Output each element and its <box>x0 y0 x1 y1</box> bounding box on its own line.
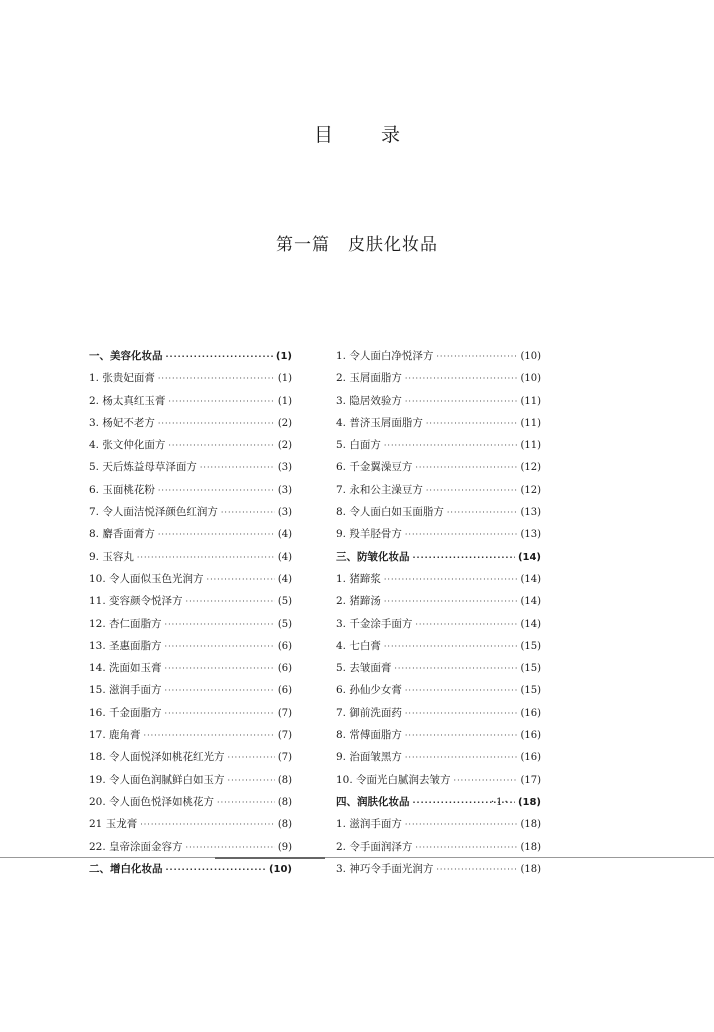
toc-entry-page: (15) <box>520 685 541 697</box>
toc-entry-page: (9) <box>277 841 292 853</box>
leader-dots <box>384 636 518 658</box>
toc-entry-page: (15) <box>520 640 541 652</box>
toc-entry-page: (1) <box>277 395 292 407</box>
leader-dots <box>384 591 518 613</box>
toc-entry-title: 6. 孙仙少女膏 <box>336 684 402 697</box>
toc-entry-title: 三、防皱化妆品 <box>336 550 410 563</box>
toc-entry-title: 4. 七白膏 <box>336 639 381 652</box>
leader-dots <box>384 435 518 457</box>
leader-dots <box>415 837 517 859</box>
toc-entry-page: (11) <box>520 395 541 407</box>
toc-entry-page: (11) <box>520 417 541 429</box>
toc-entry <box>336 613 541 635</box>
toc-entry <box>89 635 292 657</box>
toc-entry <box>89 390 292 412</box>
leader-dots <box>221 502 275 524</box>
toc-entry <box>89 568 292 590</box>
toc-entry-title: 2. 玉屑面脂方 <box>336 372 402 385</box>
toc-entry-title: 18. 令人面悦泽如桃花红光方 <box>89 751 225 764</box>
toc-entry-title: 8. 麝香面膏方 <box>89 528 155 541</box>
toc-section-entry <box>89 858 292 880</box>
toc-right-column <box>336 345 541 880</box>
toc-entry <box>89 546 292 568</box>
leader-dots <box>165 636 275 658</box>
toc-entry-title: 8. 令人面白如玉面脂方 <box>336 506 444 519</box>
toc-entry-title: 3. 杨妃不老方 <box>89 416 155 429</box>
toc-entry-title: 20. 令人面色悦泽如桃花方 <box>89 795 215 808</box>
toc-entry <box>336 501 541 523</box>
toc-entry <box>336 479 541 501</box>
leader-dots <box>186 591 275 613</box>
toc-entry-title: 12. 杏仁面脂方 <box>89 617 162 630</box>
toc-entry <box>336 858 541 880</box>
toc-entry-title: 1. 滋润手面方 <box>336 818 402 831</box>
toc-entry <box>89 412 292 434</box>
toc-entry-page: (5) <box>277 618 292 630</box>
leader-dots <box>394 658 517 680</box>
toc-entry <box>336 746 541 768</box>
toc-entry-page: (4) <box>277 529 292 541</box>
toc-entry-title: 2. 猪蹄汤 <box>336 595 381 608</box>
toc-entry-title: 22. 皇帝涂面金容方 <box>89 840 183 853</box>
toc-entry-title: 四、润肤化妆品 <box>336 795 410 808</box>
toc-entry-title: 9. 治面皱黑方 <box>336 751 402 764</box>
toc-entry <box>336 434 541 456</box>
toc-entry-page: (16) <box>520 707 541 719</box>
toc-entry-page: (18) <box>520 841 541 853</box>
leader-dots <box>228 770 275 792</box>
toc-entry <box>336 679 541 701</box>
page-number: ·1· <box>491 797 510 808</box>
toc-entry <box>89 367 292 389</box>
toc-entry <box>336 769 541 791</box>
toc-entry-title: 3. 千金涂手面方 <box>336 617 413 630</box>
leader-dots <box>405 814 518 836</box>
toc-entry <box>89 434 292 456</box>
leader-dots <box>405 524 518 546</box>
leader-dots <box>405 725 518 747</box>
toc-entry-page: (4) <box>277 551 292 563</box>
toc-entry-title: 5. 白面方 <box>336 439 381 452</box>
toc-entry <box>336 590 541 612</box>
toc-entry-title: 10. 令人面似玉色光润方 <box>89 572 204 585</box>
toc-entry-page: (16) <box>520 730 541 742</box>
toc-entry-title: 7. 永和公主澡豆方 <box>336 483 423 496</box>
bottom-rule-dark <box>215 857 325 859</box>
toc-entry-title: 13. 圣惠面脂方 <box>89 639 162 652</box>
toc-entry <box>336 367 541 389</box>
toc-entry-page: (3) <box>277 507 292 519</box>
page-title: 目录 <box>313 124 448 146</box>
toc-entry-page: (7) <box>277 707 292 719</box>
leader-dots <box>165 614 275 636</box>
toc-entry <box>89 479 292 501</box>
toc-entry-title: 6. 千金翼澡豆方 <box>336 461 413 474</box>
toc-entry-page: (1) <box>277 373 292 385</box>
leader-dots <box>166 859 266 881</box>
toc-entry-page: (16) <box>520 752 541 764</box>
toc-entry <box>336 702 541 724</box>
leader-dots <box>405 703 518 725</box>
toc-entry-page: (14) <box>520 618 541 630</box>
toc-entry <box>336 724 541 746</box>
leader-dots <box>405 680 518 702</box>
toc-entry-page: (6) <box>277 663 292 675</box>
leader-dots <box>168 391 274 413</box>
toc-section-entry <box>89 345 292 367</box>
toc-entry <box>336 345 541 367</box>
toc-entry <box>89 679 292 701</box>
toc-entry <box>336 657 541 679</box>
toc-entry-title: 10. 令面光白腻润去皱方 <box>336 773 451 786</box>
toc-entry-page: (18) <box>517 796 541 808</box>
toc-entry-page: (10) <box>520 351 541 362</box>
toc-left-column <box>89 345 292 880</box>
toc-entry <box>336 390 541 412</box>
toc-entry <box>89 724 292 746</box>
toc-entry-page: (3) <box>277 484 292 496</box>
leader-dots <box>415 614 517 636</box>
leader-dots <box>168 435 274 457</box>
toc-entry-title: 8. 常傅面脂方 <box>336 729 402 742</box>
toc-entry <box>89 813 292 835</box>
toc-entry-page: (2) <box>277 440 292 452</box>
toc-entry-page: (5) <box>277 596 292 608</box>
toc-entry-title: 7. 令人面洁悦泽颜色红润方 <box>89 506 218 519</box>
toc-entry <box>89 791 292 813</box>
toc-entry-title: 2. 令手面润泽方 <box>336 840 413 853</box>
toc-entry-title: 3. 隐居效验方 <box>336 394 402 407</box>
leader-dots <box>405 391 518 413</box>
toc-entry-page: (12) <box>520 462 541 474</box>
toc-entry-page: (10) <box>520 373 541 385</box>
part-title: 第一篇 皮肤化妆品 <box>276 235 438 255</box>
toc-entry-page: (2) <box>277 417 292 429</box>
toc-entry-page: (8) <box>277 819 292 831</box>
leader-dots <box>137 547 275 569</box>
toc-entry-title: 19. 令人面色润腻鲜白如玉方 <box>89 773 225 786</box>
toc-entry-title: 7. 御前洗面药 <box>336 706 402 719</box>
toc-entry <box>89 836 292 858</box>
toc-entry-title: 二、增白化妆品 <box>89 862 163 875</box>
toc-entry-title: 11. 变容颜令悦泽方 <box>89 595 183 608</box>
toc-entry-title: 15. 滋润手面方 <box>89 684 162 697</box>
leader-dots <box>166 346 273 368</box>
toc-entry-title: 17. 鹿角膏 <box>89 729 141 742</box>
toc-entry-page: (7) <box>277 730 292 742</box>
leader-dots <box>158 524 275 546</box>
toc-entry-title: 4. 普济玉屑面脂方 <box>336 416 423 429</box>
toc-entry <box>89 590 292 612</box>
toc-entry-page: (10) <box>268 863 292 875</box>
toc-entry <box>89 501 292 523</box>
leader-dots <box>436 859 517 881</box>
toc-entry-page: (6) <box>277 685 292 697</box>
toc-entry <box>336 523 541 545</box>
toc-entry-page: (7) <box>277 752 292 764</box>
toc-section-entry <box>336 791 541 813</box>
leader-dots <box>415 457 517 479</box>
leader-dots <box>158 480 275 502</box>
leader-dots <box>165 680 275 702</box>
leader-dots <box>454 770 518 792</box>
toc-entry-title: 5. 去皱面膏 <box>336 662 392 675</box>
toc-entry-title: 1. 猪蹄浆 <box>336 572 381 585</box>
toc-entry-page: (8) <box>277 796 292 808</box>
leader-dots <box>413 547 515 569</box>
leader-dots <box>426 480 518 502</box>
leader-dots <box>186 837 275 859</box>
leader-dots <box>165 658 275 680</box>
toc-entry <box>89 769 292 791</box>
toc-entry-title: 一、美容化妆品 <box>89 350 163 362</box>
toc-entry <box>336 813 541 835</box>
toc-entry <box>336 568 541 590</box>
leader-dots <box>228 747 275 769</box>
toc-entry-title: 5. 天后炼益母草泽面方 <box>89 461 197 474</box>
leader-dots <box>384 569 518 591</box>
leader-dots <box>158 413 275 435</box>
toc-entry-page: (15) <box>520 663 541 675</box>
toc-entry-page: (14) <box>520 596 541 608</box>
toc-entry-page: (14) <box>517 551 541 563</box>
toc-entry-title: 16. 千金面脂方 <box>89 706 162 719</box>
leader-dots <box>207 569 275 591</box>
toc-entry <box>336 635 541 657</box>
toc-entry <box>89 746 292 768</box>
toc-entry-page: (1) <box>275 351 292 362</box>
toc-entry-title: 2. 杨太真红玉膏 <box>89 394 166 407</box>
toc-entry-page: (13) <box>520 507 541 519</box>
leader-dots <box>165 703 275 725</box>
toc-entry-page: (18) <box>520 863 541 875</box>
bottom-rule <box>0 857 714 858</box>
toc-entry-page: (14) <box>520 573 541 585</box>
toc-entry-title: 4. 张文仲化面方 <box>89 439 166 452</box>
leader-dots <box>158 368 275 390</box>
toc-entry-page: (6) <box>277 640 292 652</box>
leader-dots <box>200 457 275 479</box>
toc-entry-page: (13) <box>520 529 541 541</box>
toc-entry <box>336 412 541 434</box>
toc-entry-page: (12) <box>520 484 541 496</box>
toc-entry-title: 9. 玉容丸 <box>89 550 134 563</box>
toc-entry <box>89 523 292 545</box>
toc-entry-title: 3. 神巧令手面光润方 <box>336 862 434 875</box>
toc-entry <box>89 613 292 635</box>
toc-entry-page: (4) <box>277 573 292 585</box>
leader-dots <box>426 413 518 435</box>
toc-entry-title: 14. 洗面如玉膏 <box>89 662 162 675</box>
leader-dots <box>436 346 517 368</box>
toc-entry-title: 6. 玉面桃花粉 <box>89 483 155 496</box>
toc-entry-page: (3) <box>277 462 292 474</box>
toc-entry <box>336 456 541 478</box>
toc-entry-title: 1. 令人面白净悦泽方 <box>336 350 434 362</box>
leader-dots <box>405 368 518 390</box>
toc-entry <box>89 456 292 478</box>
toc-entry <box>89 702 292 724</box>
leader-dots <box>217 792 275 814</box>
toc-entry <box>89 657 292 679</box>
toc-entry-page: (8) <box>277 774 292 786</box>
toc-entry-page: (18) <box>520 819 541 831</box>
toc-entry-page: (17) <box>520 774 541 786</box>
leader-dots <box>140 814 275 836</box>
toc-entry-title: 9. 羖羊胫骨方 <box>336 528 402 541</box>
leader-dots <box>405 747 518 769</box>
toc-entry-title: 21 玉龙膏 <box>89 818 138 831</box>
toc-section-entry <box>336 546 541 568</box>
toc-entry <box>336 836 541 858</box>
leader-dots <box>447 502 518 524</box>
leader-dots <box>144 725 275 747</box>
toc-entry-title: 1. 张贵妃面膏 <box>89 372 155 385</box>
toc-entry-page: (11) <box>520 440 541 452</box>
